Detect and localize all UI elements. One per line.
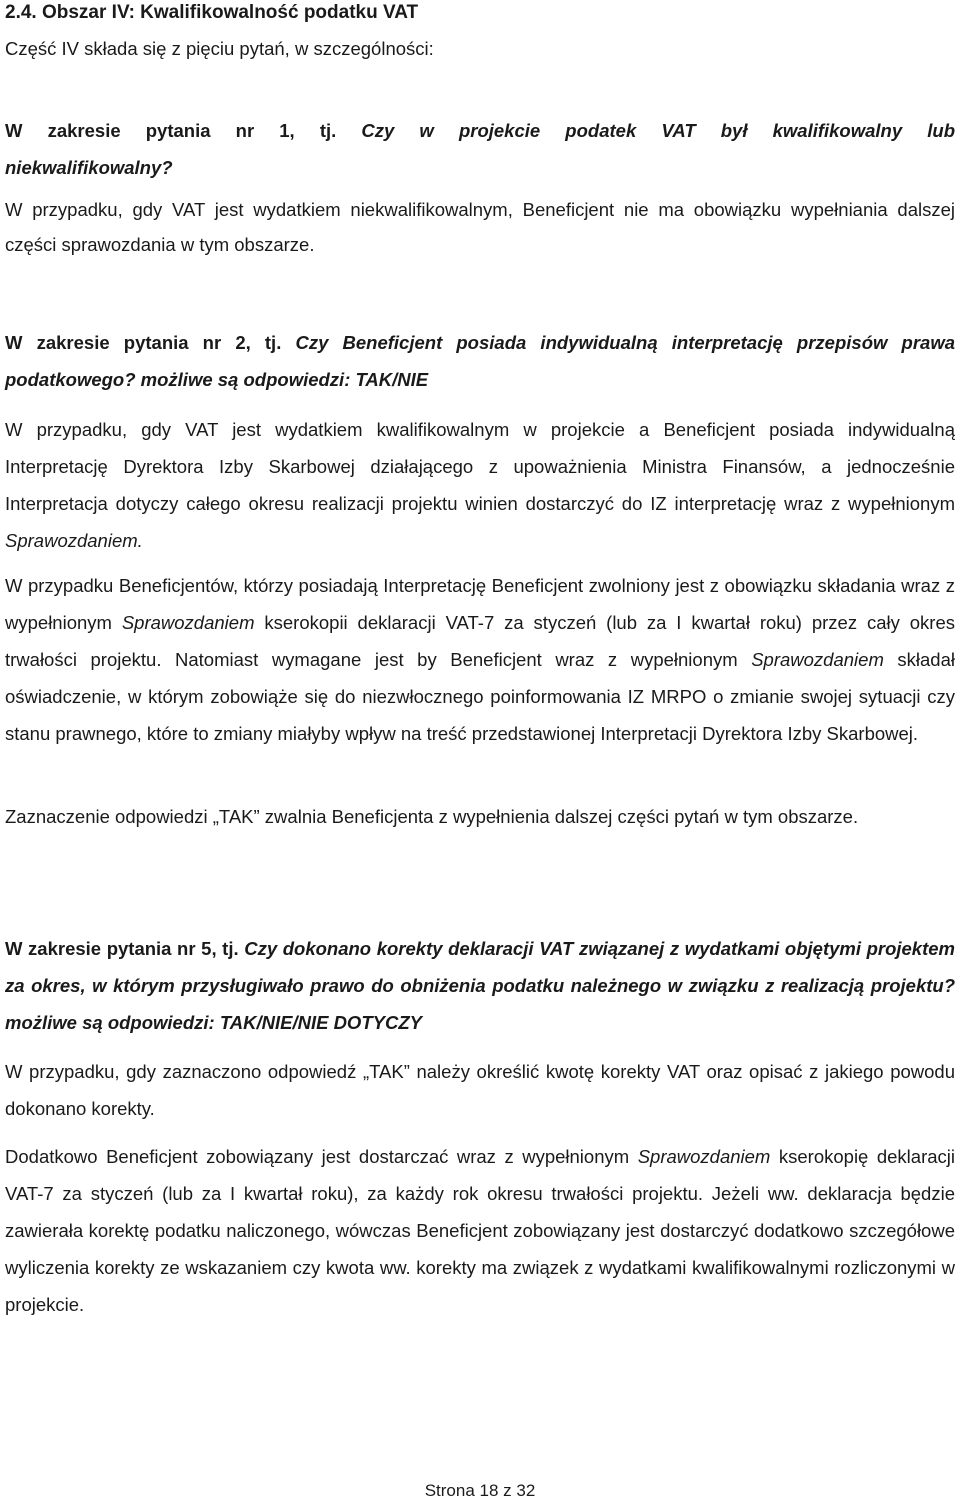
q2-p2-text-b: kserokopii deklaracji VAT-7 za styczeń (lub za I kwartał roku) przez cały okres trwałości projektu. Natomiast wymagane jest by Beneficjent wraz z wypełnionym xyxy=(5,612,956,670)
q1-heading-label: W zakresie pytania nr 1, tj. xyxy=(5,120,337,141)
section-title: 2.4. Obszar IV: Kwalifikowalność podatku VAT xyxy=(5,2,419,23)
q5-heading-question: Czy dokonano korekty deklaracji VAT związanej z wydatkami objętymi projektem za okres, w którym przysługiwało prawo do obniżenia podatku należnego w związku z realizacją projektu? xyxy=(5,938,955,996)
q5-heading-label: W zakresie pytania nr 5, tj. xyxy=(5,938,239,959)
q5-paragraph-1: W przypadku, gdy zaznaczono odpowiedź „TAK” należy określić kwotę korekty VAT oraz opisać z jakiego powodu dokonano korekty. xyxy=(5,1061,955,1119)
page-number: Strona 18 z 32 xyxy=(424,1481,536,1500)
q2-p2-italic-b: Sprawozdaniem xyxy=(751,649,884,670)
q2-heading-question: Czy Beneficjent posiada indywidualną interpretację przepisów prawa podatkowego? xyxy=(5,332,955,390)
section-intro: Część IV składa się z pięciu pytań, w szczególności: xyxy=(5,38,434,59)
q5-p2-italic: Sprawozdaniem xyxy=(637,1146,771,1167)
q2-p2-text-c: składał oświadczenie, w którym zobowiąże się do niezwłocznego poinformowania IZ MRPO o zmianie swojej sytuacji czy stanu prawnego, które to zmiany miałyby wpływ na treść przedstawionej Interpretacji Dyrektora Izby Skarbowej. xyxy=(5,649,955,744)
q5-p2-text-a: Dodatkowo Beneficjent zobowiązany jest dostarczać wraz z wypełnionym xyxy=(5,1146,630,1167)
q2-paragraph-2 xyxy=(5,567,955,752)
q2-heading xyxy=(5,324,955,398)
q1-heading-question: Czy w projekcie podatek VAT był kwalifikowalny lub niekwalifikowalny? xyxy=(5,120,956,178)
q2-p2-text-a: W przypadku Beneficjentów, którzy posiadają Interpretację Beneficjent zwolniony jest z obowiązku składania wraz z wypełnionym xyxy=(5,575,955,633)
q5-heading xyxy=(5,930,955,1041)
q1-heading xyxy=(5,112,955,186)
q5-p2-text-b: kserokopię deklaracji VAT-7 za styczeń (lub za I kwartał roku), za każdy rok okresu trwałości projektu. Jeżeli ww. deklaracja będzie zawierała korektę podatku naliczonego, wówczas Beneficjent zobowiązany jest dostarczyć dodatkowo szczegółowe wyliczenia korekty ze wskazaniem czy kwota ww. korekty ma związek z wydatkami kwalifikowalnymi rozliczonymi w projekcie. xyxy=(5,1146,956,1315)
q2-paragraph-3: Zaznaczenie odpowiedzi „TAK” zwalnia Beneficjenta z wypełnienia dalszej części pytań w tym obszarze. xyxy=(5,806,859,827)
q5-paragraph-2 xyxy=(5,1138,955,1323)
q2-heading-answers: możliwe są odpowiedzi: TAK/NIE xyxy=(140,369,429,390)
q2-p1-italic: Sprawozdaniem. xyxy=(5,530,143,551)
q1-paragraph: W przypadku, gdy VAT jest wydatkiem niekwalifikowalnym, Beneficjent nie ma obowiązku wypełniania dalszej części sprawozdania w tym obszarze. xyxy=(5,199,955,255)
q5-heading-answers: możliwe są odpowiedzi: TAK/NIE/NIE DOTYCZY xyxy=(5,1012,422,1033)
q2-p1-text: W przypadku, gdy VAT jest wydatkiem kwalifikowalnym w projekcie a Beneficjent posiada indywidualną Interpretację Dyrektora Izby Skarbowej działającego z upoważnienia Ministra Finansów, a jednocześnie Interpretacja dotyczy całego okresu realizacji projektu winien dostarczyć do IZ interpretację wraz z wypełnionym xyxy=(5,419,955,514)
q2-paragraph-1 xyxy=(5,411,955,559)
q2-heading-label: W zakresie pytania nr 2, tj. xyxy=(5,332,282,353)
q2-p2-italic-a: Sprawozdaniem xyxy=(121,612,255,633)
